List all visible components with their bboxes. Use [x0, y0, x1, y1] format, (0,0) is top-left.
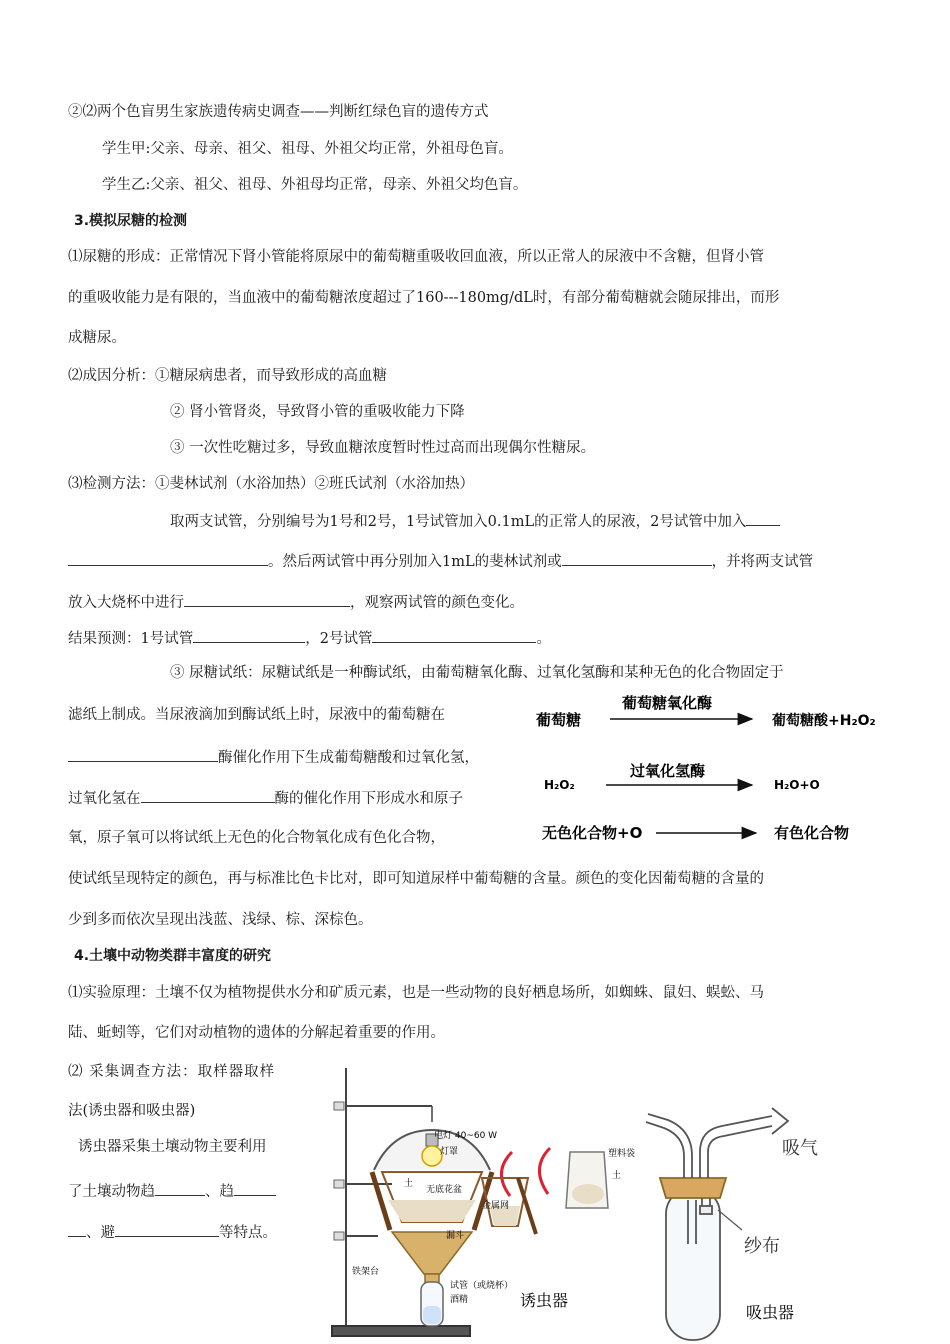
- s3-p3b: 取两支试管，分别编号为1号和2号，1号试管加入0.1mL的正常人的尿液，2号试管中加入: [170, 510, 780, 532]
- s3-p4b: 滤纸上制成。当尿液滴加到酶试纸上时，尿液中的葡萄糖在: [68, 707, 445, 723]
- s4-p2b: 法(诱虫器和吸虫器): [68, 1103, 196, 1119]
- r2-enzyme: 过氧化氢酶: [630, 762, 706, 780]
- answer-blank[interactable]: [141, 787, 275, 803]
- r3-left: 无色化合物+O: [542, 824, 643, 842]
- s4-p2a: ⑵ 采集调查方法：取样器取样: [68, 1064, 276, 1080]
- answer-blank[interactable]: [193, 627, 305, 643]
- s4-p1a: ⑴实验原理：土壤不仅为植物提供水分和矿质元素，也是一些动物的良好栖息场所，如蜘蛛、鼠妇、蜈蚣、马: [68, 985, 764, 1001]
- answer-blank[interactable]: [68, 746, 218, 762]
- s4-p2e: 、避 等特点。: [68, 1221, 277, 1243]
- test-tube: [421, 1282, 443, 1326]
- s3-p1c: 成糖尿。: [68, 330, 126, 346]
- label-soil: 土: [404, 1179, 414, 1189]
- label-bag: 塑料袋: [608, 1149, 636, 1159]
- s3-heading: 3.模拟尿糖的检测: [74, 213, 188, 229]
- s2-line3: 学生乙:父亲、祖父、祖母、外祖母均正常，母亲、外祖父均色盲。: [102, 177, 528, 193]
- s3-p4d: 过氧化氢在 酶的催化作用下形成水和原子: [68, 787, 463, 809]
- label-pot: 无底花盆: [426, 1185, 463, 1195]
- label-stand: 铁架台: [352, 1267, 380, 1277]
- s4-p2d: 了土壤动物趋 、趋: [68, 1180, 276, 1202]
- s4-heading: 4.土壤中动物类群丰富度的研究: [74, 948, 272, 964]
- s3-p2a: ⑵成因分析：①糖尿病患者，而导致形成的高血糖: [68, 368, 387, 384]
- answer-blank[interactable]: [68, 1221, 86, 1237]
- r2-right: H₂O+O: [774, 778, 820, 792]
- label-mesh: 金属网: [482, 1201, 510, 1211]
- r3-right: 有色化合物: [774, 824, 850, 842]
- answer-blank[interactable]: [234, 1180, 276, 1196]
- label-bag-soil: 土: [612, 1171, 622, 1181]
- s3-p2c: ③ 一次性吃糖过多，导致血糖浓度暂时性过高而出现偶尔性糖尿。: [170, 440, 596, 456]
- label-shade: 灯罩: [440, 1147, 459, 1157]
- r1-right: 葡萄糖酸+H₂O₂: [772, 713, 876, 729]
- r1-left: 葡萄糖: [536, 711, 582, 729]
- label-alcohol: 酒精: [450, 1295, 469, 1305]
- s3-p1a: ⑴尿糖的形成：正常情况下肾小管能将原尿中的葡萄糖重吸收回血液，所以正常人的尿液中不含糖，但肾小管: [68, 249, 764, 265]
- soil-pot: [372, 1172, 492, 1230]
- s3-p2b: ② 肾小管肾炎，导致肾小管的重吸收能力下降: [170, 404, 465, 420]
- reaction-diagram: [530, 690, 890, 850]
- answer-blank[interactable]: [746, 510, 780, 526]
- label-gauze: 纱布: [744, 1236, 780, 1257]
- answer-blank[interactable]: [562, 550, 712, 566]
- s4-p2c: 诱虫器采集土壤动物主要利用: [78, 1139, 267, 1155]
- answer-blank[interactable]: [372, 627, 536, 643]
- label-tube: 试管（或烧杯）: [450, 1281, 514, 1291]
- apparatus-figure: [322, 1060, 882, 1344]
- s3-p4e: 氧，原子氧可以将试纸上无色的化合物氧化成有色化合物，: [68, 830, 445, 846]
- pot-and-bag: [482, 1152, 608, 1234]
- s4-p1b: 陆、蚯蚓等，它们对动植物的遗体的分解起着重要的作用。: [68, 1025, 445, 1041]
- r1-enzyme: 葡萄糖氧化酶: [622, 694, 713, 712]
- s3-p4a: ③ 尿糖试纸：尿糖试纸是一种酶试纸，由葡萄糖氧化酶、过氧化氢酶和某种无色的化合物固定于: [170, 665, 784, 681]
- label-funnel: 漏斗: [446, 1231, 465, 1241]
- label-lamp: 电灯 40~60 W: [434, 1131, 498, 1141]
- s3-p3a: ⑶检测方法：①斐林试剂（水浴加热）②班氏试剂（水浴加热）: [68, 476, 474, 492]
- s2-line2: 学生甲:父亲、母亲、祖父、祖母、外祖父均正常，外祖母色盲。: [102, 141, 513, 157]
- s3-p3c: 。然后两试管中再分别加入1mL的斐林试剂或 ，并将两支试管: [68, 550, 813, 572]
- aspirator-caption: 吸虫器: [746, 1303, 795, 1322]
- s3-p3e: 结果预测：1号试管 ，2号试管 。: [68, 627, 551, 649]
- s2-line1: ②⑵两个色盲男生家族遗传病史调查——判断红绿色盲的遗传方式: [68, 104, 489, 120]
- answer-blank[interactable]: [184, 591, 350, 607]
- s3-p3d: 放入大烧杯中进行 ，观察两试管的颜色变化。: [68, 591, 524, 613]
- trap-caption: 诱虫器: [520, 1291, 569, 1310]
- s3-p4c: 酶催化作用下生成葡萄糖酸和过氧化氢，: [68, 746, 479, 768]
- answer-blank[interactable]: [68, 550, 268, 566]
- s3-p4f: 使试纸呈现特定的颜色，再与标准比色卡比对，即可知道尿样中葡萄糖的含量。颜色的变化因葡萄糖的含量的: [68, 871, 764, 887]
- answer-blank[interactable]: [155, 1180, 205, 1196]
- answer-blank[interactable]: [115, 1221, 219, 1237]
- s3-p4g: 少到多而依次呈现出浅蓝、浅绿、棕、深棕色。: [68, 912, 373, 928]
- s3-p1b: 的重吸收能力是有限的，当血液中的葡萄糖浓度超过了160---180mg/dL时，有部分葡萄糖就会随尿排出，而形: [68, 290, 780, 306]
- label-suck: 吸气: [782, 1138, 818, 1159]
- r2-left: H₂O₂: [544, 778, 575, 792]
